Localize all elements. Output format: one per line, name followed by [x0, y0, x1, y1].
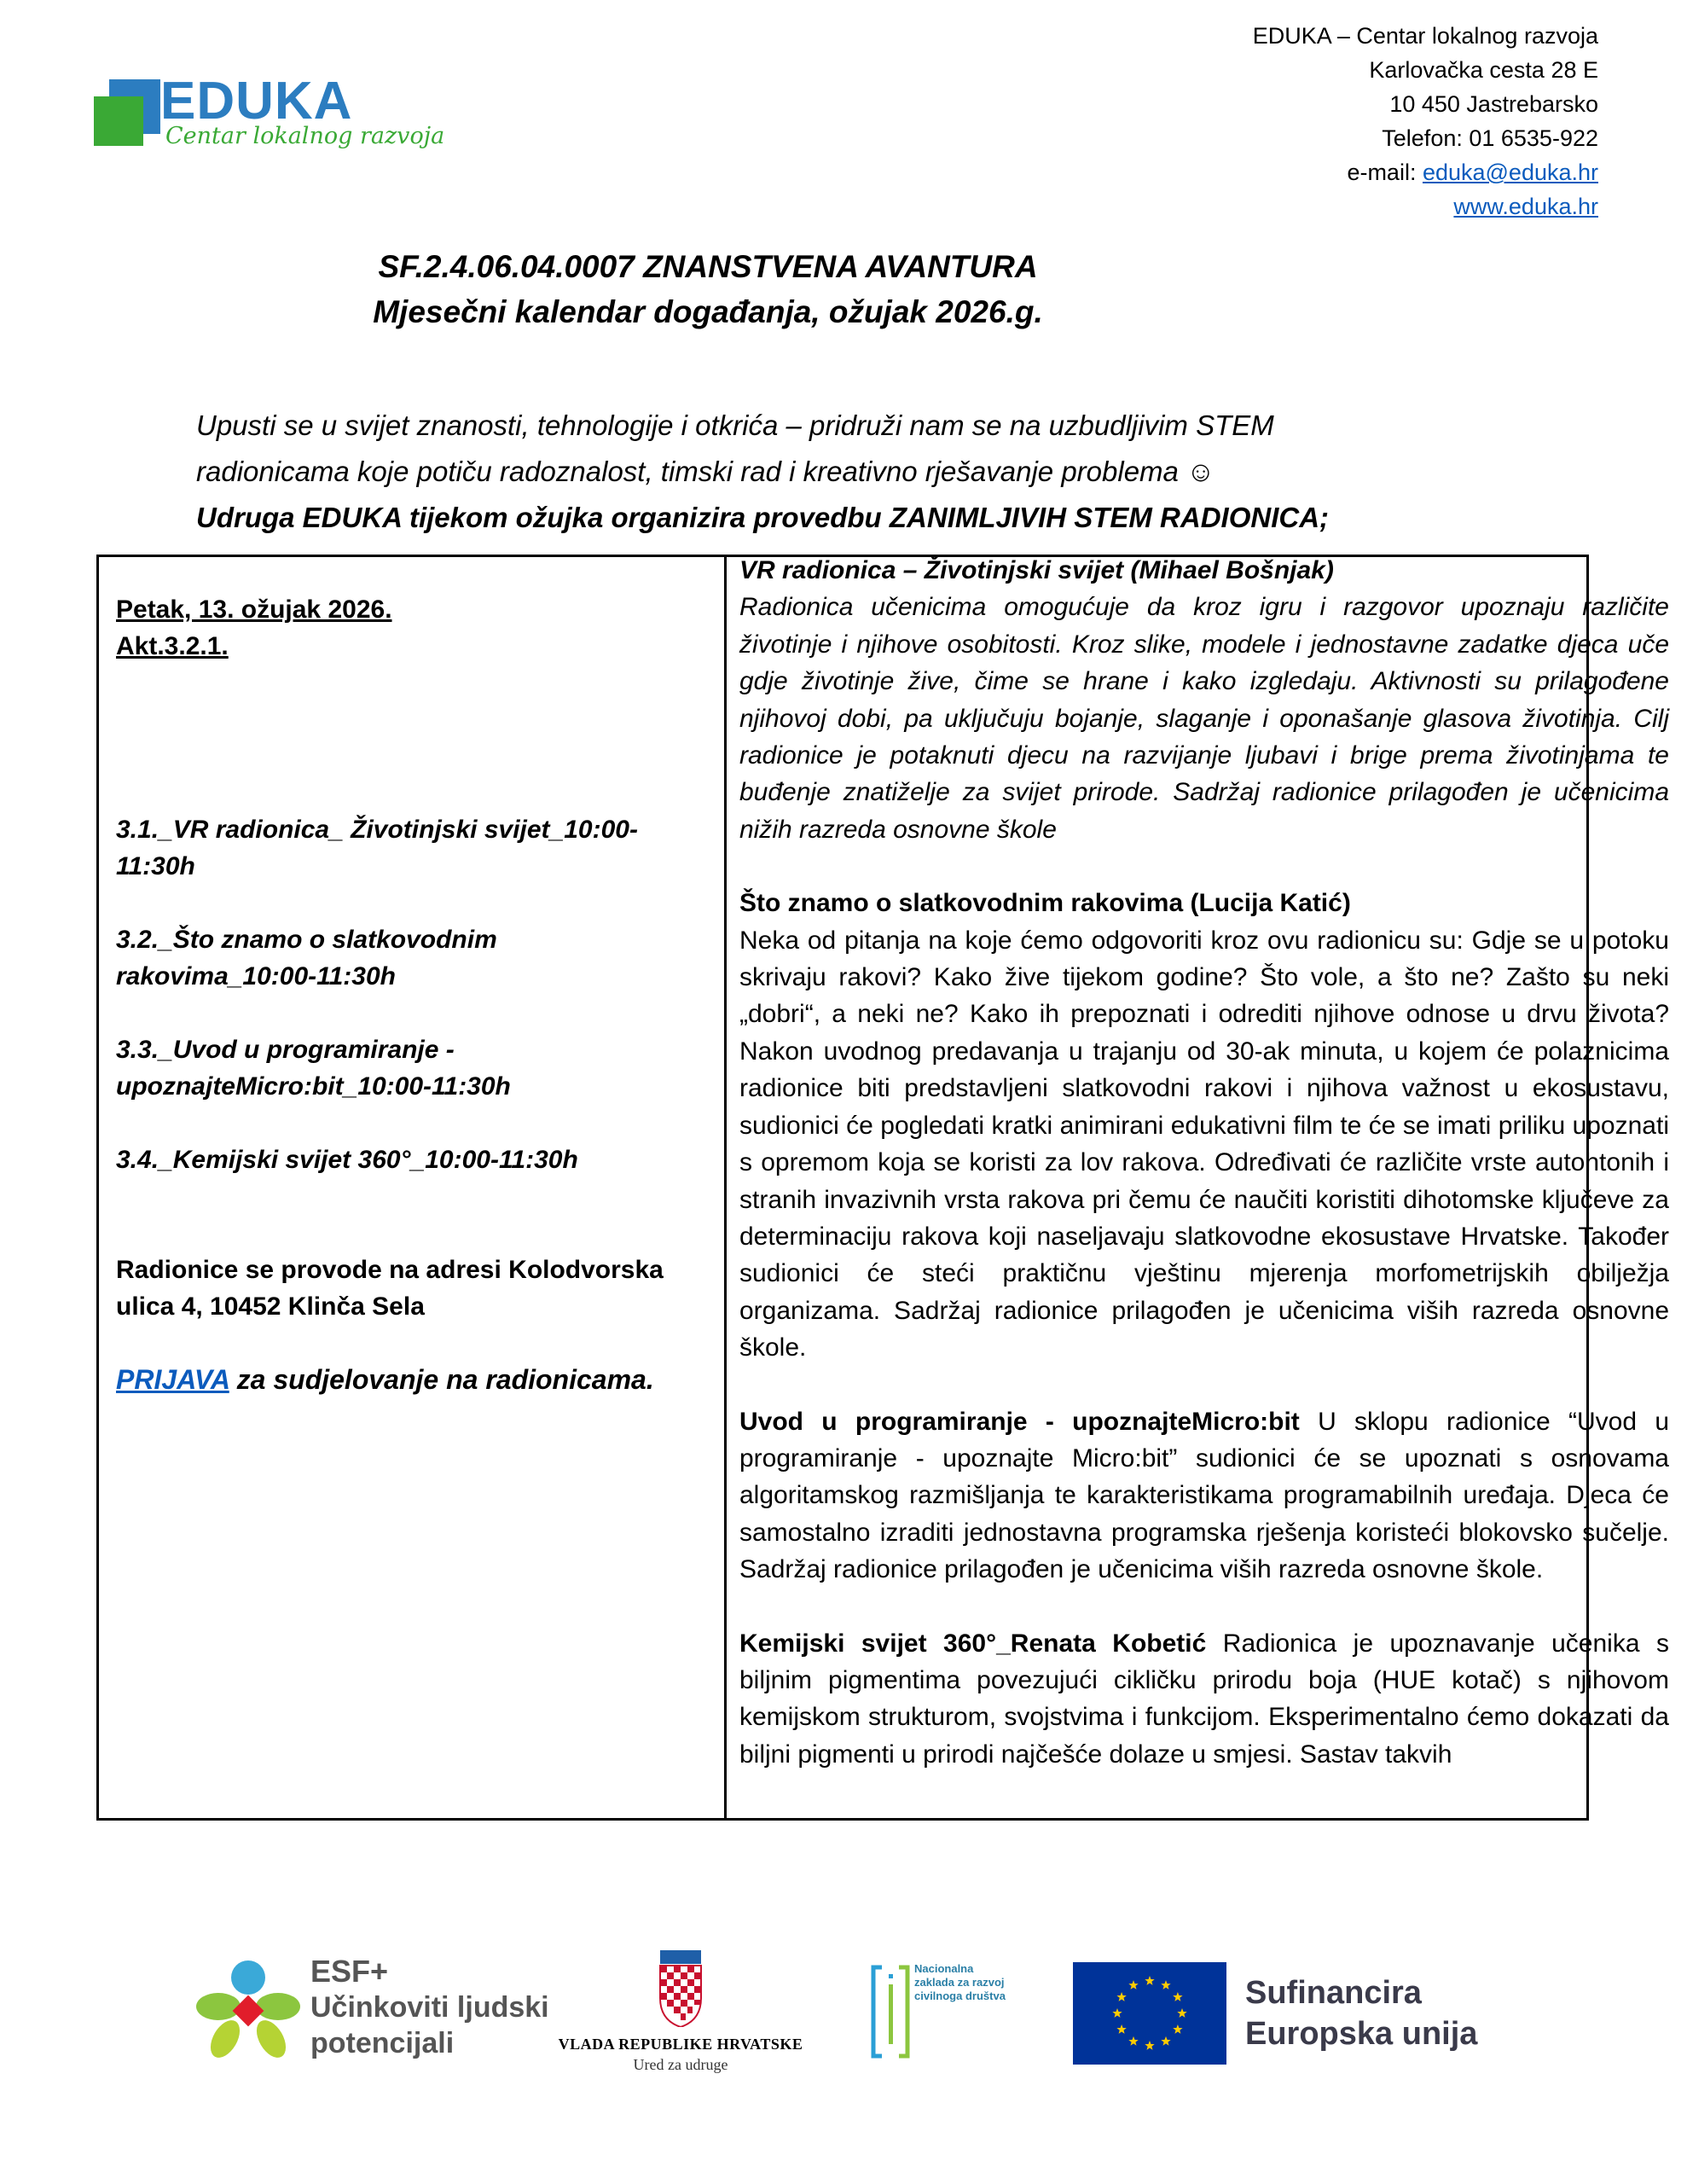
- workshop-text: U sklopu radionice “Uvod u programiranje - upoznajte Micro:bit” sudionici će se upoznati s osnovama algoritamskog razmišljanja te karakteristikama programabilnih uređaja. Djeca će samostalno izraditi jednostavna programska rješenja koristeći blokovsko sučelje. Sadržaj radionice prilagođen je učenicima viših razreda osnovne škole.: [739, 1407, 1670, 1584]
- intro-line-1: Upusti se u svijet znanosti, tehnologije i otkrića – pridruži nam se na uzbudljivim STEM: [196, 410, 1274, 441]
- intro-line-3: Udruga EDUKA tijekom ožujka organizira provedbu ZANIMLJIVIH STEM RADIONICA;: [196, 502, 1330, 533]
- workshop-description: [739, 885, 1669, 1366]
- website-line: [1253, 189, 1598, 224]
- email-prefix: e-mail:: [1347, 160, 1423, 185]
- eduka-logo-word: EDUKA: [160, 72, 353, 131]
- contact-line: Telefon: 01 6535-922: [1382, 125, 1598, 151]
- venue-address: Radionice se provode na adresi Kolodvorska ulica 4, 10452 Klinča Sela: [116, 1256, 664, 1321]
- workshop-item: 3.3._Uvod u programiranje - upoznajteMicro:bit_10:00-11:30h: [116, 1036, 511, 1101]
- vlada-logo: [553, 1950, 809, 2078]
- workshop-text: Radionica učenicima omogućuje da kroz igru i razgovor upoznaju različite životinje i njihove osobitosti. Kroz slike, modele i jednostavne zadatke djeca uče gdje životinje žive, čime se hrane i kako izgledaju. Aktivnosti su prilagođene njihovoj dobi, pa uključuju bojanje, slaganje i oponašanje glasova životinja. Cilj radionice je potaknuti djecu na razvijanje ljubavi i brige prema životinjama te buđenje znatiželje za svijet prirode. Sadržaj radionice prilagođen je učenicima nižih razreda osnovne škole: [739, 593, 1669, 844]
- event-date: Petak, 13. ožujak 2026.: [116, 595, 392, 624]
- workshop-title: Uvod u programiranje - upoznajteMicro:bit: [739, 1407, 1300, 1436]
- email-line: [1253, 155, 1598, 189]
- contact-line: Karlovačka cesta 28 E: [1369, 57, 1598, 83]
- funding-logos: [0, 1928, 1687, 2073]
- workshop-description: [739, 552, 1669, 848]
- eduka-logo-mark-icon: [94, 79, 160, 146]
- eduka-logo: [94, 72, 445, 160]
- schedule-table: [96, 555, 1670, 1821]
- workshop-title: Što znamo o slatkovodnim rakovima (Lucija Katić): [739, 889, 1351, 918]
- workshop-title: Kemijski svijet 360°_Renata Kobetić: [739, 1629, 1207, 1658]
- title-line-1: SF.2.4.06.04.0007 ZNANSTVENA AVANTURA: [378, 249, 1038, 284]
- nzr-text: Nacionalna zaklada za razvoj civilnoga društva: [914, 1962, 1006, 2002]
- esf-logo: [193, 1954, 585, 2065]
- esf-flower-icon: [193, 1954, 304, 2065]
- contact-line: 10 450 Jastrebarsko: [1389, 91, 1598, 117]
- workshop-title: VR radionica – Životinjski svijet (Mihael Bošnjak): [739, 556, 1334, 584]
- workshop-item: 3.1._VR radionica_ Životinjski svijet_10:00-11:30h: [116, 816, 638, 880]
- eu-logo: [1073, 1962, 1516, 2065]
- eduka-logo-tagline: Centar lokalnog razvoja: [165, 123, 445, 149]
- esf-line-3: potencijali: [310, 2027, 455, 2059]
- workshop-description: [739, 1403, 1669, 1589]
- activity-code: Akt.3.2.1.: [116, 632, 229, 660]
- workshop-text: Radionica je upoznavanje učenika s biljnim pigmentima povezujući cikličku prirodu boja (HUE kotač) s njihovom kemijskom strukturom, svojstvima i funkcijom. Eksperimentalno ćemo dokazati da biljni pigmenti u prirodi najčešće dolaze u smjesi. Sastav takvih: [739, 1629, 1669, 1769]
- esf-line-2: Učinkoviti ljudski: [310, 1991, 549, 2024]
- workshop-item: 3.2._Što znamo o slatkovodnim rakovima_10:00-11:30h: [116, 926, 497, 990]
- workshop-description: [739, 1625, 1669, 1774]
- registration-rest: za sudjelovanje na radionicama.: [229, 1364, 654, 1395]
- intro-line-2: radionicama koje potiču radoznalost, timski rad i kreativno rješavanje problema ☺: [196, 456, 1215, 487]
- eu-text: [1245, 1972, 1477, 2054]
- title-line-2: Mjesečni kalendar događanja, ožujak 2026.g.: [373, 294, 1043, 329]
- workshop-text: Neka od pitanja na koje ćemo odgovoriti kroz ovu radionicu su: Gdje se u potoku skrivaju rakovi? Kako žive tijekom godine? Što vole, a što ne? Zašto su neki „dobri“, a neki ne? Kako ih prepoznati i odrediti njihove odnose u drvu života? Nakon uvodnog predavanja u trajanju od 30-ak minuta, u kojem će polaznicima radionice biti predstavljeni slatkovodni rakovi i njihova važnost u ekosustavu, sudionici će pogledati kratki animirani edukativni film te će se imati priliku upoznati s opremom koja se koristi za lov rakova. Određivati će različite vrste autohtonih i stranih invazivnih vrsta rakova pri čemu će naučiti koristiti dihotomske ključeve za determinaciju rakova koji naseljavaju slatkovodne ekosustave Hrvatske. Također sudionici će steći praktičnu vještinu mjerenja morfometrijskih obilježja organizama. Sadržaj radionice prilagođen je učenicima viših razreda osnovne škole.: [739, 926, 1669, 1362]
- contact-line: EDUKA – Centar lokalnog razvoja: [1252, 23, 1598, 49]
- intro-text: [196, 403, 1603, 541]
- website-link[interactable]: www.eduka.hr: [1453, 194, 1598, 219]
- vlada-title: VLADA REPUBLIKE HRVATSKE: [558, 2036, 803, 2053]
- document-title: [0, 244, 1416, 334]
- nzr-logo: [870, 1962, 1006, 2065]
- column-divider: [724, 557, 727, 1818]
- email-link[interactable]: eduka@eduka.hr: [1422, 160, 1598, 185]
- schedule-right-column: [739, 552, 1669, 1773]
- workshop-item: 3.4._Kemijski svijet 360°_10:00-11:30h: [116, 1146, 578, 1174]
- registration-link[interactable]: PRIJAVA: [116, 1364, 229, 1395]
- vlada-subtitle: Ured za udruge: [633, 2056, 728, 2073]
- croatian-coat-of-arms-icon: [657, 1950, 704, 2027]
- registration-text: [116, 1362, 704, 1398]
- eu-flag-icon: [1073, 1962, 1226, 2065]
- contact-block: [1253, 19, 1598, 224]
- esf-title: ESF+: [310, 1954, 389, 1989]
- eu-line-2: Europska unija: [1245, 2016, 1478, 2052]
- nzr-bracket-icon: [870, 1962, 911, 2061]
- schedule-left-column: [116, 591, 704, 1398]
- eu-line-1: Sufinancira: [1245, 1975, 1422, 2011]
